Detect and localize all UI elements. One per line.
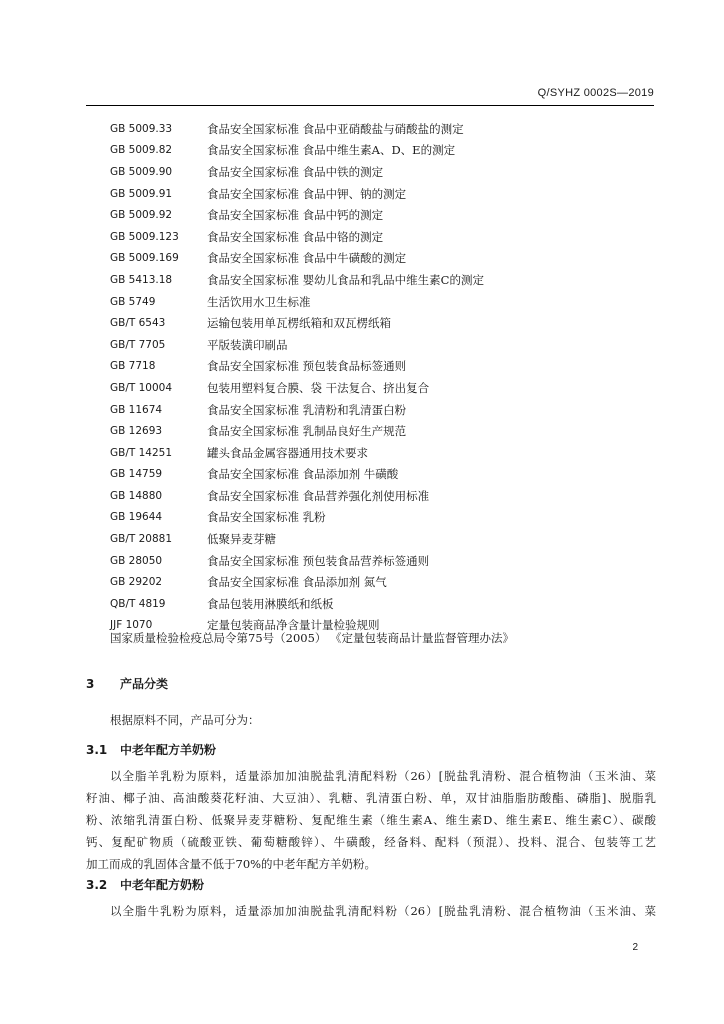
reference-title: 食品安全国家标准 乳粉 — [207, 510, 326, 525]
section-3-2-body — [86, 900, 656, 922]
reference-code: GB 5009.33 — [110, 122, 173, 135]
paragraph-line: 以全脂羊乳粉为原料，适量添加加油脱盐乳清配料粉（26）[脱盐乳清粉、混合植物油（玉米油、菜 — [110, 769, 656, 783]
reference-title: 运输包装用单瓦楞纸箱和双瓦楞纸箱 — [207, 316, 391, 331]
reference-row — [110, 118, 670, 140]
paragraph-line: 钙、复配矿物质（硫酸亚铁、葡萄糖酸锌）、牛磺酸，经备料、配料（预混）、投料、混合、包装等工艺 — [86, 835, 656, 849]
reference-code: GB 5009.92 — [110, 209, 173, 222]
reference-code: GB 12693 — [110, 425, 163, 438]
reference-title: 食品安全国家标准 食品营养强化剂使用标准 — [207, 488, 430, 503]
reference-title: 包装用塑料复合膜、袋 干法复合、挤出复合 — [207, 380, 430, 395]
reference-title: 食品安全国家标准 食品中维生素A、D、E的测定 — [207, 143, 456, 158]
paragraph-line: 粉、浓缩乳清蛋白粉、低聚异麦芽糖粉、复配维生素（维生素A、维生素D、维生素E、维生素C）、碳酸 — [86, 813, 656, 827]
reference-title: 生活饮用水卫生标准 — [207, 294, 311, 309]
reference-title: 食品包装用淋膜纸和纸板 — [207, 596, 334, 611]
reference-code: GB 5749 — [110, 295, 156, 308]
reference-code: GB 29202 — [110, 576, 163, 589]
reference-code: GB/T 10004 — [110, 381, 173, 394]
reference-row — [110, 485, 670, 507]
section-3-intro: 根据原料不同，产品可分为： — [110, 713, 260, 727]
section-3-1-heading — [86, 741, 216, 758]
reference-code: GB/T 20881 — [110, 533, 173, 546]
reference-row — [110, 550, 670, 572]
reference-code: GB 19644 — [110, 511, 163, 524]
reference-row — [110, 420, 670, 442]
paragraph-line: 以全脂牛乳粉为原料，适量添加加油脱盐乳清配料粉（26）[脱盐乳清粉、混合植物油（玉米油、菜 — [110, 904, 656, 918]
reference-row — [110, 593, 670, 615]
header-rule — [86, 105, 654, 106]
reference-row — [110, 204, 670, 226]
reference-code: GB 5009.169 — [110, 252, 179, 265]
reference-title: 食品安全国家标准 食品添加剂 氮气 — [207, 575, 387, 590]
reference-title: 食品安全国家标准 预包装食品标签通则 — [207, 359, 407, 374]
reference-row — [110, 571, 670, 593]
page-number: 2 — [632, 942, 638, 953]
reference-row — [110, 226, 670, 248]
reference-row — [110, 312, 670, 334]
reference-row — [110, 291, 670, 313]
normative-references-list — [110, 118, 670, 636]
reference-code: GB 14880 — [110, 489, 163, 502]
paragraph-line: 籽油、椰子油、高油酸葵花籽油、大豆油）、乳糖、乳清蛋白粉、单，双甘油脂脂肪酸酯、磷脂]、脱脂乳 — [86, 791, 656, 805]
section-3-2-heading — [86, 876, 204, 893]
reference-code: JJF 1070 — [110, 619, 153, 632]
reference-title: 低聚异麦芽糖 — [207, 532, 276, 547]
reference-code: GB/T 7705 — [110, 338, 166, 351]
document-code: Q/SYHZ 0002S—2019 — [537, 87, 654, 99]
reference-code: GB 5009.90 — [110, 165, 173, 178]
reference-code: GB/T 14251 — [110, 446, 173, 459]
reference-row — [110, 334, 670, 356]
reference-code: GB 14759 — [110, 468, 163, 481]
reference-row — [110, 399, 670, 421]
section-number: 3.2 — [86, 878, 108, 892]
section-number: 3 — [86, 677, 95, 691]
reference-code: QB/T 4819 — [110, 597, 166, 610]
reference-code: GB 5009.91 — [110, 187, 173, 200]
section-title: 产品分类 — [120, 677, 169, 691]
reference-title: 食品安全国家标准 食品添加剂 牛磺酸 — [207, 467, 399, 482]
reference-row — [110, 442, 670, 464]
section-3-1-body — [86, 765, 656, 875]
reference-code: GB 5009.123 — [110, 230, 179, 243]
paragraph-line: 加工而成的乳固体含量不低于70%的中老年配方羊奶粉。 — [86, 857, 377, 871]
reference-row — [110, 528, 670, 550]
reference-code: GB 5413.18 — [110, 273, 173, 286]
section-number: 3.1 — [86, 743, 108, 757]
reference-title: 食品安全国家标准 婴幼儿食品和乳品中维生素C的测定 — [207, 272, 484, 287]
reference-title: 食品安全国家标准 食品中牛磺酸的测定 — [207, 251, 407, 266]
reference-title: 食品安全国家标准 食品中钙的测定 — [207, 208, 384, 223]
reference-title: 食品安全国家标准 乳清粉和乳清蛋白粉 — [207, 402, 407, 417]
reference-title: 食品安全国家标准 乳制品良好生产规范 — [207, 424, 407, 439]
reference-title: 食品安全国家标准 预包装食品营养标签通则 — [207, 553, 430, 568]
reference-row — [110, 464, 670, 486]
reference-row — [110, 377, 670, 399]
reference-row — [110, 183, 670, 205]
reference-title: 食品安全国家标准 食品中铁的测定 — [207, 164, 384, 179]
reference-row — [110, 140, 670, 162]
reference-code: GB/T 6543 — [110, 317, 166, 330]
reference-title: 食品安全国家标准 食品中亚硝酸盐与硝酸盐的测定 — [207, 121, 464, 136]
reference-row — [110, 248, 670, 270]
section-3-heading — [86, 675, 168, 692]
reference-row — [110, 161, 670, 183]
reference-row — [110, 269, 670, 291]
section-title: 中老年配方奶粉 — [120, 878, 205, 892]
reference-note: 国家质量检验检疫总局令第75号（2005） 《定量包装商品计量监督管理办法》 — [110, 631, 515, 645]
reference-title: 罐头食品金属容器通用技术要求 — [207, 445, 368, 460]
reference-title: 定量包装商品净含量计量检验规则 — [207, 618, 380, 633]
section-title: 中老年配方羊奶粉 — [120, 743, 217, 757]
reference-code: GB 11674 — [110, 403, 163, 416]
reference-row — [110, 507, 670, 529]
reference-code: GB 5009.82 — [110, 144, 173, 157]
reference-row — [110, 356, 670, 378]
reference-code: GB 28050 — [110, 554, 163, 567]
reference-title: 食品安全国家标准 食品中铬的测定 — [207, 229, 384, 244]
reference-title: 平版装潢印刷品 — [207, 337, 288, 352]
reference-title: 食品安全国家标准 食品中钾、钠的测定 — [207, 186, 407, 201]
reference-code: GB 7718 — [110, 360, 156, 373]
